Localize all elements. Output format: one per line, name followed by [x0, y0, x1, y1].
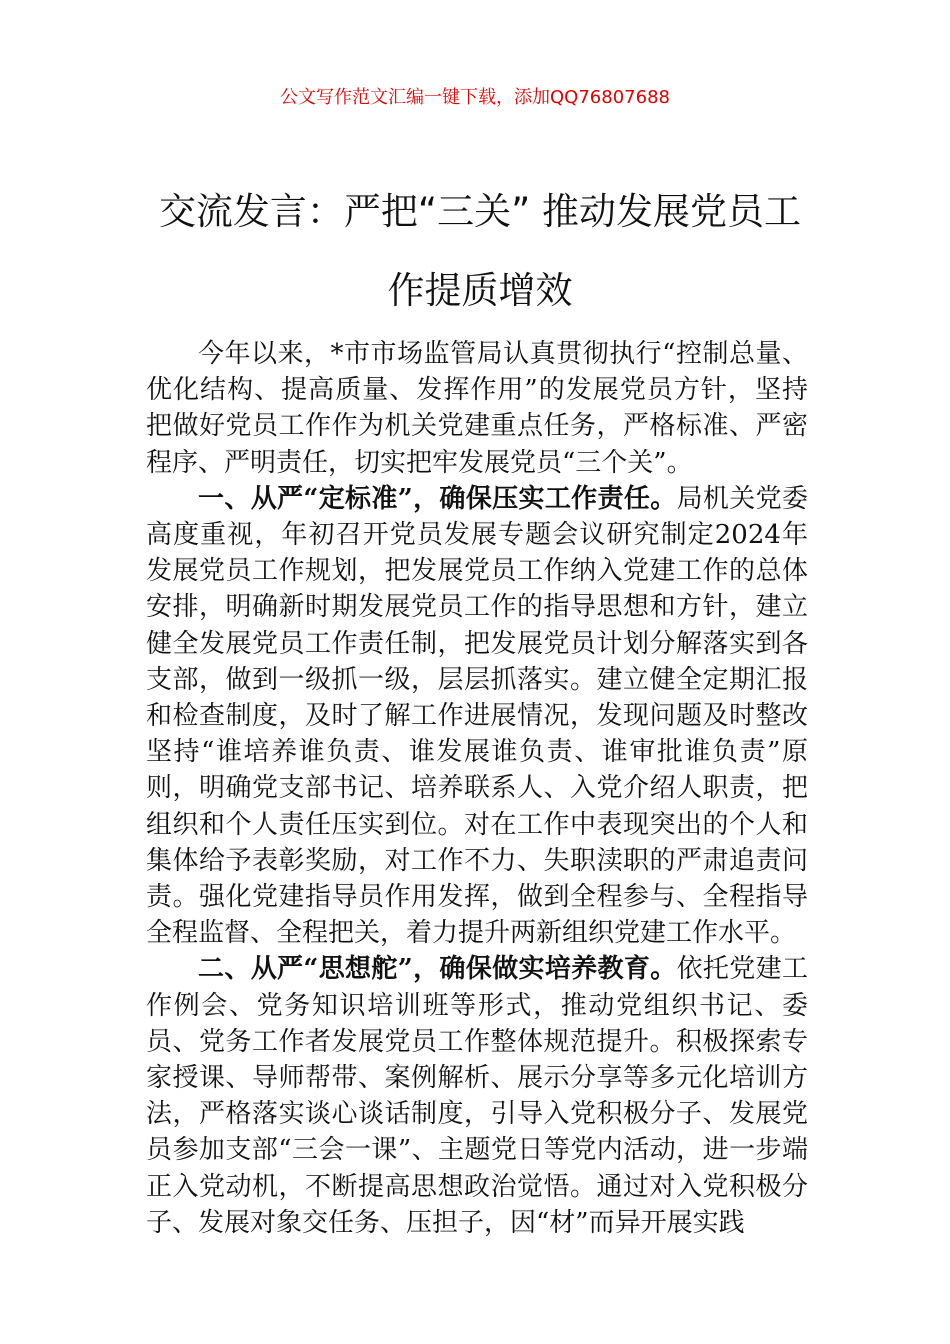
- paragraph-text: 今年以来，*市市场监管局认真贯彻执行“控制总量、优化结构、提高质量、发挥作用”的发展党员方针，坚持把做好党员工作作为机关党建重点任务，严格标准、严密程序、严明责任，切实把牢发展党员“三个关”。: [146, 339, 808, 478]
- intro-paragraph: [146, 336, 808, 481]
- document-title: 交流发言：严把“三关” 推动发展党员工作提质增效: [158, 190, 802, 312]
- section-two-paragraph: [146, 951, 808, 1241]
- section-two-heading: 二、从严“思想舵”，确保做实培养教育。: [198, 954, 677, 985]
- section-one-heading: 一、从严“定标准”，确保压实工作责任。: [198, 483, 677, 514]
- section-one-paragraph: [146, 481, 808, 952]
- section-two-text: 依托党建工作例会、党务知识培训班等形式，推动党组织书记、委员、党务工作者发展党员工作整体规范提升。积极探索专家授课、导师帮带、案例解析、展示分享等多元化培训方法，严格落实谈心谈话制度，引导入党积极分子、发展党员参加支部“三会一课”、主题党日等党内活动，进一步端正入党动机，不断提高思想政治觉悟。通过对入党积极分子、发展对象交任务、压担子，因“材”而异开展实践: [146, 954, 808, 1238]
- section-one-text: 局机关党委高度重视，年初召开党员发展专题会议研究制定2024年发展党员工作规划，把发展党员工作纳入党建工作的总体安排，明确新时期发展党员工作的指导思想和方针，建立健全发展党员工作责任制，把发展党员计划分解落实到各支部，做到一级抓一级，层层抓落实。建立健全定期汇报和检查制度，及时了解工作进展情况，发现问题及时整改坚持“谁培养谁负责、谁发展谁负责、谁审批谁负责”原则，明确党支部书记、培养联系人、入党介绍人职责，把组织和个人责任压实到位。对在工作中表现突出的个人和集体给予表彰奖励，对工作不力、失职渎职的严肃追责问责。强化党建指导员作用发挥，做到全程参与、全程指导全程监督、全程把关，着力提升两新组织党建工作水平。: [146, 483, 808, 949]
- document-body: [146, 336, 808, 1241]
- download-ad-banner: 公文写作范文汇编一键下载，添加QQ76807688: [280, 87, 670, 108]
